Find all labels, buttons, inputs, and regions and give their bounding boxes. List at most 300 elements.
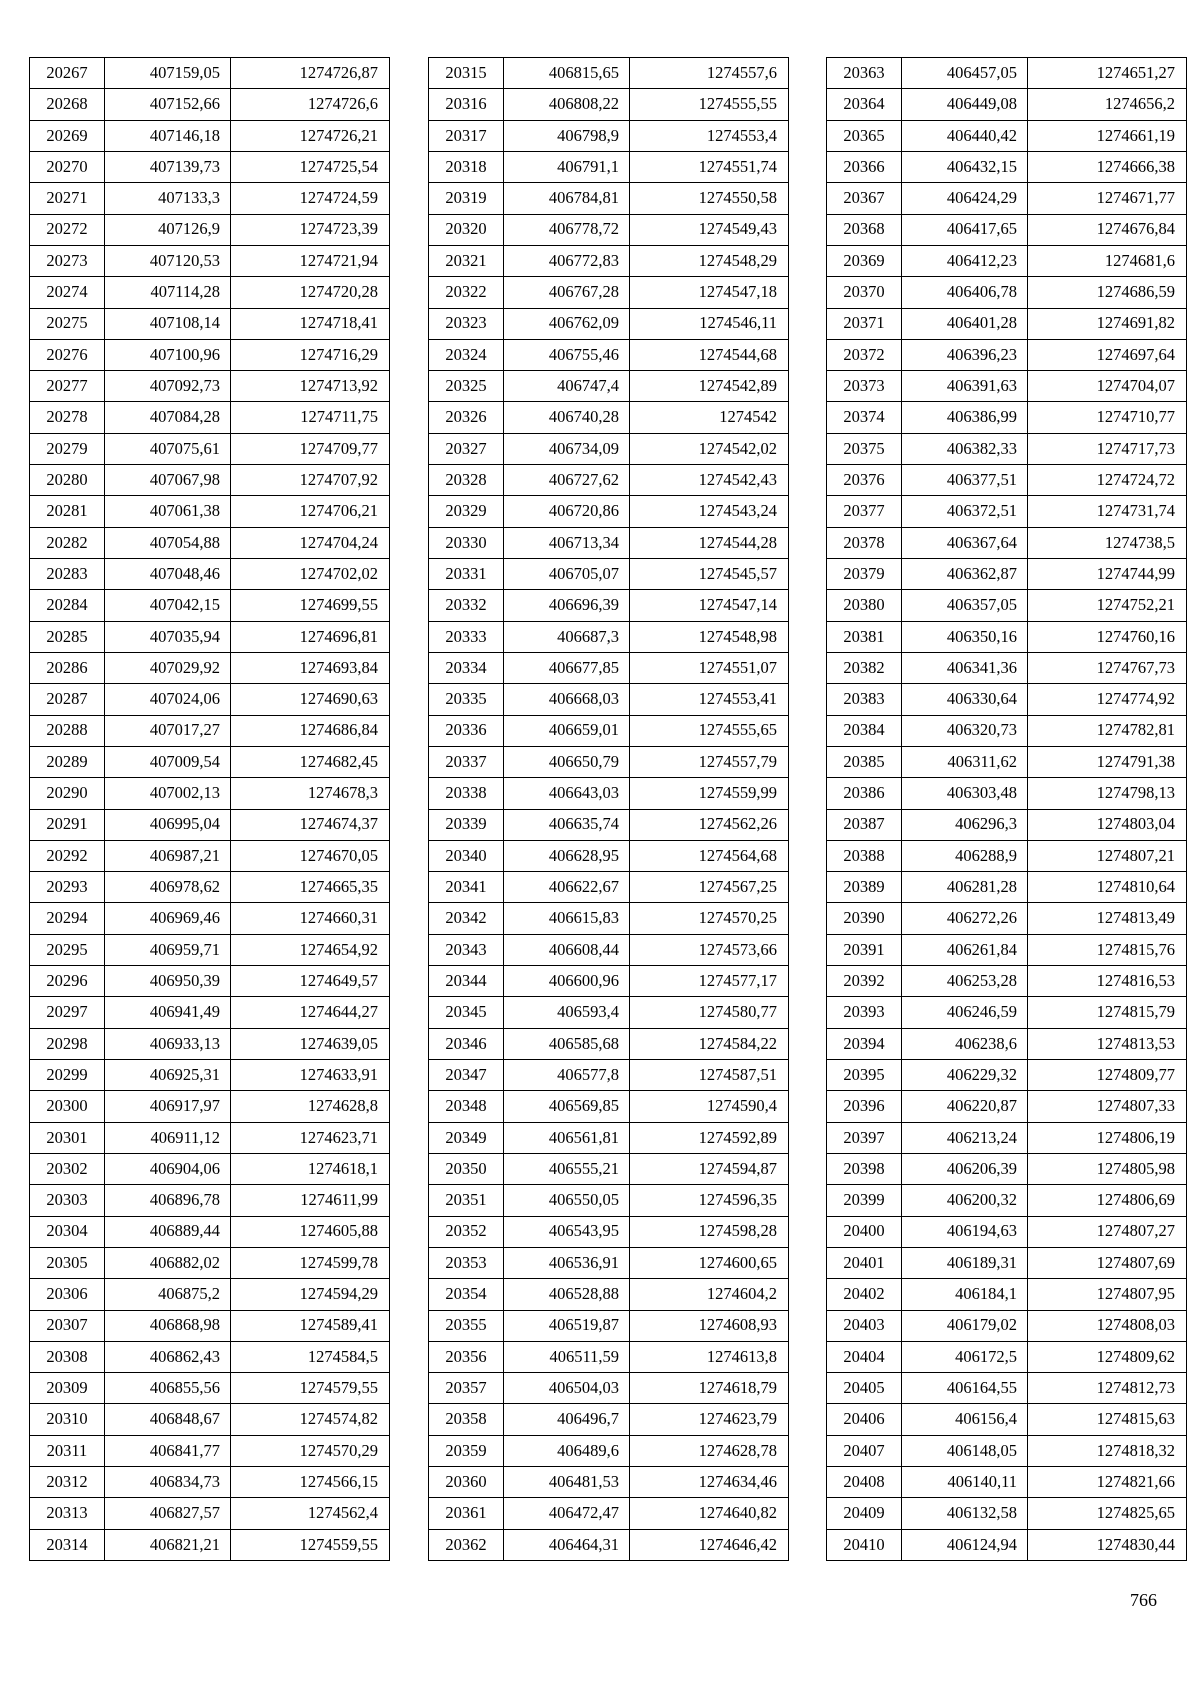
x-coordinate-cell: 406747,4 [504, 371, 630, 402]
y-coordinate-cell: 1274660,31 [231, 903, 390, 934]
table-row [429, 746, 789, 777]
point-id-cell: 20399 [827, 1185, 902, 1216]
table-row [827, 89, 1187, 120]
point-id-cell: 20337 [429, 746, 504, 777]
y-coordinate-cell: 1274696,81 [231, 621, 390, 652]
table-row [30, 1310, 390, 1341]
x-coordinate-cell: 407042,15 [105, 590, 231, 621]
x-coordinate-cell: 406253,28 [902, 966, 1028, 997]
point-id-cell: 20333 [429, 621, 504, 652]
point-id-cell: 20406 [827, 1404, 902, 1435]
point-id-cell: 20346 [429, 1028, 504, 1059]
x-coordinate-cell: 406734,09 [504, 433, 630, 464]
point-id-cell: 20360 [429, 1467, 504, 1498]
y-coordinate-cell: 1274633,91 [231, 1060, 390, 1091]
point-id-cell: 20368 [827, 214, 902, 245]
point-id-cell: 20357 [429, 1373, 504, 1404]
x-coordinate-cell: 407061,38 [105, 496, 231, 527]
x-coordinate-cell: 407133,3 [105, 183, 231, 214]
point-id-cell: 20362 [429, 1529, 504, 1560]
table-row [429, 715, 789, 746]
y-coordinate-cell: 1274813,49 [1028, 903, 1187, 934]
x-coordinate-cell: 406261,84 [902, 934, 1028, 965]
table-row [30, 1247, 390, 1278]
table-row [30, 872, 390, 903]
point-id-cell: 20379 [827, 559, 902, 590]
table-row [827, 402, 1187, 433]
x-coordinate-cell: 406740,28 [504, 402, 630, 433]
y-coordinate-cell: 1274821,66 [1028, 1467, 1187, 1498]
point-id-cell: 20377 [827, 496, 902, 527]
point-id-cell: 20274 [30, 277, 105, 308]
point-id-cell: 20277 [30, 371, 105, 402]
table-row [827, 496, 1187, 527]
x-coordinate-cell: 407100,96 [105, 339, 231, 370]
point-id-cell: 20349 [429, 1122, 504, 1153]
point-id-cell: 20319 [429, 183, 504, 214]
table-row [429, 1310, 789, 1341]
y-coordinate-cell: 1274546,11 [630, 308, 789, 339]
x-coordinate-cell: 406229,32 [902, 1060, 1028, 1091]
x-coordinate-cell: 406246,59 [902, 997, 1028, 1028]
point-id-cell: 20384 [827, 715, 902, 746]
point-id-cell: 20402 [827, 1279, 902, 1310]
table-row [429, 58, 789, 89]
point-id-cell: 20401 [827, 1247, 902, 1278]
point-id-cell: 20380 [827, 590, 902, 621]
y-coordinate-cell: 1274752,21 [1028, 590, 1187, 621]
x-coordinate-cell: 406194,63 [902, 1216, 1028, 1247]
y-coordinate-cell: 1274815,63 [1028, 1404, 1187, 1435]
point-id-cell: 20350 [429, 1153, 504, 1184]
x-coordinate-cell: 406320,73 [902, 715, 1028, 746]
table-row [429, 1091, 789, 1122]
x-coordinate-cell: 406156,4 [902, 1404, 1028, 1435]
table-row [429, 1247, 789, 1278]
y-coordinate-cell: 1274544,28 [630, 527, 789, 558]
point-id-cell: 20275 [30, 308, 105, 339]
x-coordinate-cell: 406855,56 [105, 1373, 231, 1404]
y-coordinate-cell: 1274646,42 [630, 1529, 789, 1560]
y-coordinate-cell: 1274760,16 [1028, 621, 1187, 652]
table-row [429, 809, 789, 840]
table-row [827, 966, 1187, 997]
table-row [827, 1153, 1187, 1184]
table-row [429, 496, 789, 527]
y-coordinate-cell: 1274782,81 [1028, 715, 1187, 746]
table-row [827, 1091, 1187, 1122]
point-id-cell: 20363 [827, 58, 902, 89]
table-row [827, 934, 1187, 965]
y-coordinate-cell: 1274608,93 [630, 1310, 789, 1341]
table-row [429, 433, 789, 464]
table-row [429, 1404, 789, 1435]
x-coordinate-cell: 406396,23 [902, 339, 1028, 370]
point-id-cell: 20410 [827, 1529, 902, 1560]
table-row [30, 840, 390, 871]
table-row [30, 527, 390, 558]
y-coordinate-cell: 1274690,63 [231, 684, 390, 715]
x-coordinate-cell: 406577,8 [504, 1060, 630, 1091]
point-id-cell: 20327 [429, 433, 504, 464]
table-row [429, 120, 789, 151]
table-row [827, 840, 1187, 871]
x-coordinate-cell: 406784,81 [504, 183, 630, 214]
point-id-cell: 20338 [429, 778, 504, 809]
point-id-cell: 20317 [429, 120, 504, 151]
point-id-cell: 20347 [429, 1060, 504, 1091]
table-row [429, 183, 789, 214]
y-coordinate-cell: 1274686,84 [231, 715, 390, 746]
x-coordinate-cell: 406330,64 [902, 684, 1028, 715]
table-row [827, 684, 1187, 715]
y-coordinate-cell: 1274544,68 [630, 339, 789, 370]
x-coordinate-cell: 407067,98 [105, 465, 231, 496]
table-row [827, 1498, 1187, 1529]
point-id-cell: 20358 [429, 1404, 504, 1435]
point-id-cell: 20310 [30, 1404, 105, 1435]
x-coordinate-cell: 406357,05 [902, 590, 1028, 621]
point-id-cell: 20383 [827, 684, 902, 715]
point-id-cell: 20340 [429, 840, 504, 871]
table-row [429, 402, 789, 433]
y-coordinate-cell: 1274548,98 [630, 621, 789, 652]
point-id-cell: 20373 [827, 371, 902, 402]
table-row [30, 1467, 390, 1498]
point-id-cell: 20314 [30, 1529, 105, 1560]
table-row [429, 214, 789, 245]
point-id-cell: 20396 [827, 1091, 902, 1122]
y-coordinate-cell: 1274639,05 [231, 1028, 390, 1059]
y-coordinate-cell: 1274570,25 [630, 903, 789, 934]
x-coordinate-cell: 406696,39 [504, 590, 630, 621]
y-coordinate-cell: 1274808,03 [1028, 1310, 1187, 1341]
y-coordinate-cell: 1274731,74 [1028, 496, 1187, 527]
x-coordinate-cell: 406848,67 [105, 1404, 231, 1435]
x-coordinate-cell: 406841,77 [105, 1435, 231, 1466]
y-coordinate-cell: 1274542 [630, 402, 789, 433]
x-coordinate-cell: 407146,18 [105, 120, 231, 151]
y-coordinate-cell: 1274674,37 [231, 809, 390, 840]
table-row [30, 1404, 390, 1435]
x-coordinate-cell: 406449,08 [902, 89, 1028, 120]
y-coordinate-cell: 1274577,17 [630, 966, 789, 997]
x-coordinate-cell: 406834,73 [105, 1467, 231, 1498]
y-coordinate-cell: 1274553,41 [630, 684, 789, 715]
x-coordinate-cell: 406412,23 [902, 245, 1028, 276]
y-coordinate-cell: 1274634,46 [630, 1467, 789, 1498]
x-coordinate-cell: 406677,85 [504, 652, 630, 683]
point-id-cell: 20306 [30, 1279, 105, 1310]
y-coordinate-cell: 1274567,25 [630, 872, 789, 903]
point-id-cell: 20354 [429, 1279, 504, 1310]
x-coordinate-cell: 406179,02 [902, 1310, 1028, 1341]
point-id-cell: 20316 [429, 89, 504, 120]
table-row [30, 966, 390, 997]
table-row [827, 1529, 1187, 1560]
point-id-cell: 20355 [429, 1310, 504, 1341]
x-coordinate-cell: 407002,13 [105, 778, 231, 809]
y-coordinate-cell: 1274570,29 [231, 1435, 390, 1466]
x-coordinate-cell: 406593,4 [504, 997, 630, 1028]
x-coordinate-cell: 406767,28 [504, 277, 630, 308]
x-coordinate-cell: 406391,63 [902, 371, 1028, 402]
y-coordinate-cell: 1274713,92 [231, 371, 390, 402]
point-id-cell: 20281 [30, 496, 105, 527]
x-coordinate-cell: 407084,28 [105, 402, 231, 433]
x-coordinate-cell: 406650,79 [504, 746, 630, 777]
y-coordinate-cell: 1274564,68 [630, 840, 789, 871]
x-coordinate-cell: 406303,48 [902, 778, 1028, 809]
table-row [30, 433, 390, 464]
x-coordinate-cell: 406827,57 [105, 1498, 231, 1529]
table-row [429, 339, 789, 370]
x-coordinate-cell: 406889,44 [105, 1216, 231, 1247]
y-coordinate-cell: 1274809,62 [1028, 1341, 1187, 1372]
point-id-cell: 20286 [30, 652, 105, 683]
table-row [429, 1060, 789, 1091]
table-row [429, 966, 789, 997]
x-coordinate-cell: 406401,28 [902, 308, 1028, 339]
table-row [827, 1279, 1187, 1310]
x-coordinate-cell: 406296,3 [902, 809, 1028, 840]
y-coordinate-cell: 1274691,82 [1028, 308, 1187, 339]
point-id-cell: 20308 [30, 1341, 105, 1372]
table-row [30, 1091, 390, 1122]
point-id-cell: 20407 [827, 1435, 902, 1466]
y-coordinate-cell: 1274584,22 [630, 1028, 789, 1059]
x-coordinate-cell: 406720,86 [504, 496, 630, 527]
x-coordinate-cell: 406377,51 [902, 465, 1028, 496]
y-coordinate-cell: 1274542,02 [630, 433, 789, 464]
point-id-cell: 20343 [429, 934, 504, 965]
point-id-cell: 20398 [827, 1153, 902, 1184]
y-coordinate-cell: 1274557,6 [630, 58, 789, 89]
point-id-cell: 20296 [30, 966, 105, 997]
x-coordinate-cell: 406959,71 [105, 934, 231, 965]
y-coordinate-cell: 1274665,35 [231, 872, 390, 903]
y-coordinate-cell: 1274670,05 [231, 840, 390, 871]
table-row [827, 1028, 1187, 1059]
x-coordinate-cell: 406772,83 [504, 245, 630, 276]
table-row [30, 402, 390, 433]
y-coordinate-cell: 1274649,57 [231, 966, 390, 997]
x-coordinate-cell: 407126,9 [105, 214, 231, 245]
point-id-cell: 20304 [30, 1216, 105, 1247]
point-id-cell: 20295 [30, 934, 105, 965]
x-coordinate-cell: 406933,13 [105, 1028, 231, 1059]
point-id-cell: 20320 [429, 214, 504, 245]
point-id-cell: 20403 [827, 1310, 902, 1341]
point-id-cell: 20300 [30, 1091, 105, 1122]
y-coordinate-cell: 1274798,13 [1028, 778, 1187, 809]
point-id-cell: 20394 [827, 1028, 902, 1059]
x-coordinate-cell: 406643,03 [504, 778, 630, 809]
table-row [827, 1060, 1187, 1091]
table-row [429, 590, 789, 621]
point-id-cell: 20334 [429, 652, 504, 683]
x-coordinate-cell: 406600,96 [504, 966, 630, 997]
point-id-cell: 20284 [30, 590, 105, 621]
y-coordinate-cell: 1274807,21 [1028, 840, 1187, 871]
y-coordinate-cell: 1274721,94 [231, 245, 390, 276]
x-coordinate-cell: 407054,88 [105, 527, 231, 558]
point-id-cell: 20392 [827, 966, 902, 997]
table-row [429, 1529, 789, 1560]
x-coordinate-cell: 406288,9 [902, 840, 1028, 871]
table-row [429, 934, 789, 965]
point-id-cell: 20335 [429, 684, 504, 715]
y-coordinate-cell: 1274562,4 [231, 1498, 390, 1529]
point-id-cell: 20364 [827, 89, 902, 120]
y-coordinate-cell: 1274547,14 [630, 590, 789, 621]
x-coordinate-cell: 406440,42 [902, 120, 1028, 151]
y-coordinate-cell: 1274704,07 [1028, 371, 1187, 402]
table-row [429, 1341, 789, 1372]
point-id-cell: 20367 [827, 183, 902, 214]
x-coordinate-cell: 406778,72 [504, 214, 630, 245]
y-coordinate-cell: 1274589,41 [231, 1310, 390, 1341]
y-coordinate-cell: 1274767,73 [1028, 652, 1187, 683]
x-coordinate-cell: 406808,22 [504, 89, 630, 120]
table-row [429, 1185, 789, 1216]
x-coordinate-cell: 406687,3 [504, 621, 630, 652]
y-coordinate-cell: 1274548,29 [630, 245, 789, 276]
y-coordinate-cell: 1274574,82 [231, 1404, 390, 1435]
table-row [30, 58, 390, 89]
x-coordinate-cell: 406987,21 [105, 840, 231, 871]
y-coordinate-cell: 1274774,92 [1028, 684, 1187, 715]
table-row [429, 1279, 789, 1310]
point-id-cell: 20372 [827, 339, 902, 370]
table-row [827, 339, 1187, 370]
x-coordinate-cell: 406862,43 [105, 1341, 231, 1372]
x-coordinate-cell: 406791,1 [504, 151, 630, 182]
x-coordinate-cell: 406432,15 [902, 151, 1028, 182]
point-id-cell: 20345 [429, 997, 504, 1028]
point-id-cell: 20302 [30, 1153, 105, 1184]
y-coordinate-cell: 1274807,33 [1028, 1091, 1187, 1122]
x-coordinate-cell: 407017,27 [105, 715, 231, 746]
table-row [827, 183, 1187, 214]
x-coordinate-cell: 406815,65 [504, 58, 630, 89]
table-row [30, 496, 390, 527]
y-coordinate-cell: 1274628,8 [231, 1091, 390, 1122]
table-row [30, 308, 390, 339]
y-coordinate-cell: 1274555,55 [630, 89, 789, 120]
table-row [30, 465, 390, 496]
y-coordinate-cell: 1274825,65 [1028, 1498, 1187, 1529]
table-row [827, 120, 1187, 151]
y-coordinate-cell: 1274580,77 [630, 997, 789, 1028]
table-row [429, 840, 789, 871]
point-id-cell: 20332 [429, 590, 504, 621]
x-coordinate-cell: 406995,04 [105, 809, 231, 840]
y-coordinate-cell: 1274566,15 [231, 1467, 390, 1498]
table-row [30, 778, 390, 809]
table-row [827, 1341, 1187, 1372]
table-row [30, 371, 390, 402]
y-coordinate-cell: 1274812,73 [1028, 1373, 1187, 1404]
table-row [827, 621, 1187, 652]
point-id-cell: 20388 [827, 840, 902, 871]
table-row [827, 527, 1187, 558]
x-coordinate-cell: 406272,26 [902, 903, 1028, 934]
y-coordinate-cell: 1274709,77 [231, 433, 390, 464]
table-row [429, 465, 789, 496]
x-coordinate-cell: 406519,87 [504, 1310, 630, 1341]
point-id-cell: 20290 [30, 778, 105, 809]
y-coordinate-cell: 1274640,82 [630, 1498, 789, 1529]
x-coordinate-cell: 406464,31 [504, 1529, 630, 1560]
table-row [30, 1122, 390, 1153]
point-id-cell: 20268 [30, 89, 105, 120]
x-coordinate-cell: 406543,95 [504, 1216, 630, 1247]
point-id-cell: 20361 [429, 1498, 504, 1529]
y-coordinate-cell: 1274682,45 [231, 746, 390, 777]
x-coordinate-cell: 406184,1 [902, 1279, 1028, 1310]
table-row [30, 1216, 390, 1247]
table-row [827, 1185, 1187, 1216]
table-row [30, 1060, 390, 1091]
point-id-cell: 20386 [827, 778, 902, 809]
y-coordinate-cell: 1274830,44 [1028, 1529, 1187, 1560]
y-coordinate-cell: 1274549,43 [630, 214, 789, 245]
x-coordinate-cell: 406550,05 [504, 1185, 630, 1216]
y-coordinate-cell: 1274555,65 [630, 715, 789, 746]
y-coordinate-cell: 1274681,6 [1028, 245, 1187, 276]
point-id-cell: 20315 [429, 58, 504, 89]
point-id-cell: 20409 [827, 1498, 902, 1529]
coordinate-table-2 [428, 57, 789, 1561]
x-coordinate-cell: 406362,87 [902, 559, 1028, 590]
y-coordinate-cell: 1274644,27 [231, 997, 390, 1028]
point-id-cell: 20365 [827, 120, 902, 151]
x-coordinate-cell: 406911,12 [105, 1122, 231, 1153]
point-id-cell: 20329 [429, 496, 504, 527]
y-coordinate-cell: 1274693,84 [231, 652, 390, 683]
coordinate-table-1 [29, 57, 390, 1561]
x-coordinate-cell: 406172,5 [902, 1341, 1028, 1372]
point-id-cell: 20311 [30, 1435, 105, 1466]
y-coordinate-cell: 1274806,69 [1028, 1185, 1187, 1216]
table-row [827, 371, 1187, 402]
y-coordinate-cell: 1274716,29 [231, 339, 390, 370]
table-row [827, 715, 1187, 746]
y-coordinate-cell: 1274562,26 [630, 809, 789, 840]
x-coordinate-cell: 406668,03 [504, 684, 630, 715]
x-coordinate-cell: 406189,31 [902, 1247, 1028, 1278]
table-row [429, 1122, 789, 1153]
y-coordinate-cell: 1274816,53 [1028, 966, 1187, 997]
table-row [827, 872, 1187, 903]
point-id-cell: 20283 [30, 559, 105, 590]
point-id-cell: 20292 [30, 840, 105, 871]
table-row [827, 1373, 1187, 1404]
x-coordinate-cell: 406615,83 [504, 903, 630, 934]
table-row [30, 715, 390, 746]
table-row [429, 277, 789, 308]
x-coordinate-cell: 406705,07 [504, 559, 630, 590]
x-coordinate-cell: 406213,24 [902, 1122, 1028, 1153]
x-coordinate-cell: 406457,05 [902, 58, 1028, 89]
y-coordinate-cell: 1274807,69 [1028, 1247, 1187, 1278]
y-coordinate-cell: 1274809,77 [1028, 1060, 1187, 1091]
x-coordinate-cell: 406367,64 [902, 527, 1028, 558]
point-id-cell: 20312 [30, 1467, 105, 1498]
x-coordinate-cell: 406585,68 [504, 1028, 630, 1059]
table-row [30, 1153, 390, 1184]
